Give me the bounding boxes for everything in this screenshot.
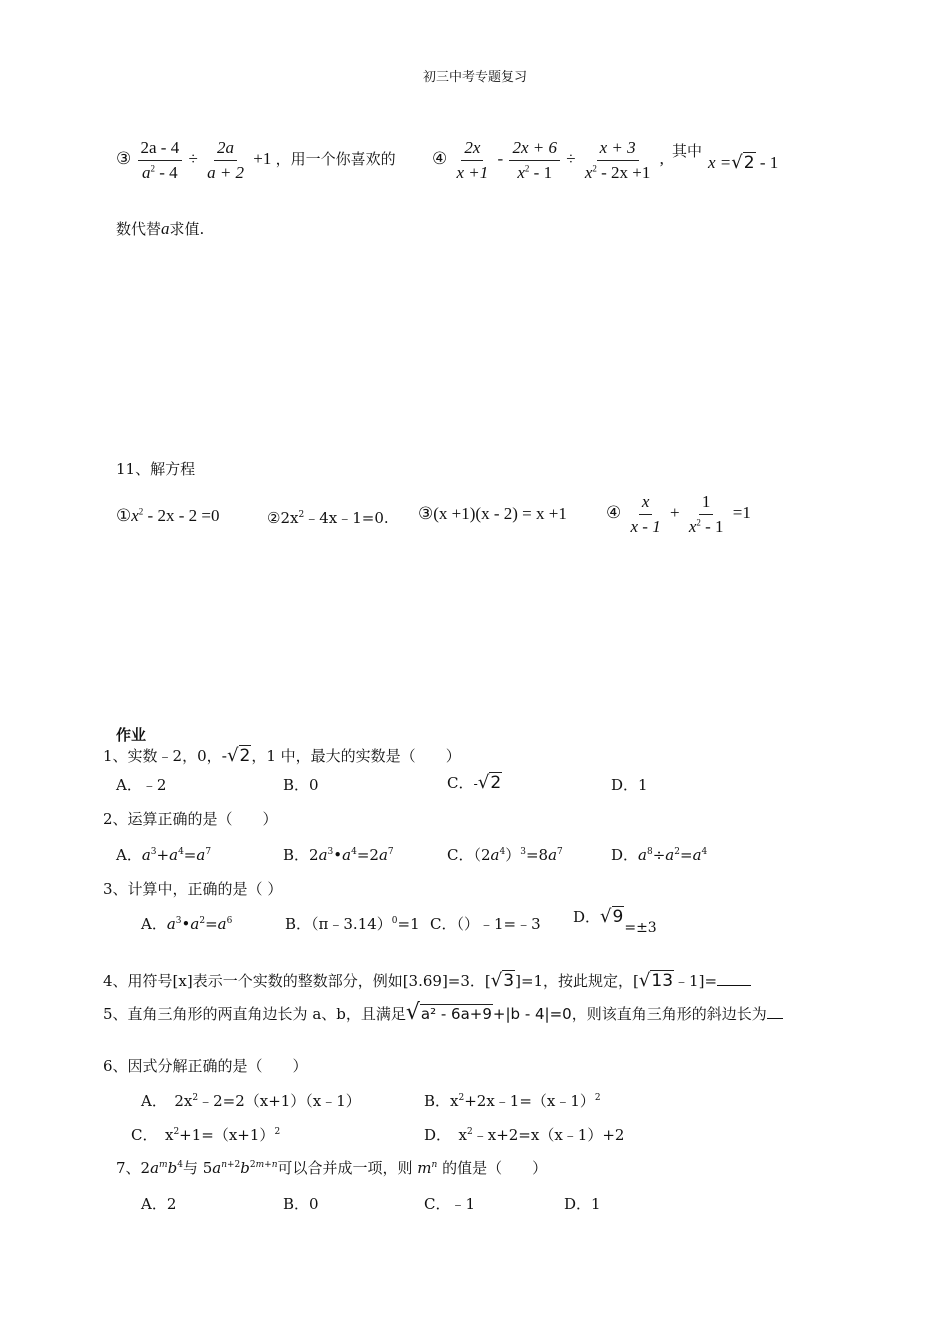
fraction-denominator: $x^2 - 2x +1$ xyxy=(584,162,651,182)
fraction-numerator: 2a xyxy=(214,138,237,161)
hw-q2-option-d: D．$a^8\div a^2=a^4$ xyxy=(611,846,708,864)
hw-q3-option-d: D．√9=±3 xyxy=(573,906,657,936)
hw-q7-option-c: C．﹣1 xyxy=(424,1195,476,1213)
homework-title: 作业 xyxy=(116,726,147,744)
q11-equation-4: ④ $\frac{x}{x - 1}$ + $\frac{1}{x^2 - 1}$ =1 xyxy=(606,492,751,536)
hw-q2-option-c: C．$(2a^4)^3=8a^7$ xyxy=(447,846,563,864)
hw-q7-option-b: B．0 xyxy=(283,1195,319,1213)
hw-q4-stem: 4、用符号[x]表示一个实数的整数部分，例如[3.69]=3．[√3]=1，按此规定，[√13﹣1]= xyxy=(103,970,751,991)
q11-eq4-fraction-2: $\frac{1}{x^2 - 1}$ xyxy=(688,492,724,536)
hw-q1-option-d: D．1 xyxy=(611,776,648,794)
hw-q6-stem: 6、因式分解正确的是（ ） xyxy=(103,1057,308,1075)
minus-sign: - xyxy=(497,148,504,168)
plus-one: +1 xyxy=(253,148,272,168)
fraction-numerator: 2a - 4 xyxy=(138,138,183,161)
fraction-denominator: x +1 xyxy=(456,162,489,182)
q10-part3-fraction-1 xyxy=(138,138,183,182)
division-sign: ÷ xyxy=(566,148,576,168)
q10-part4-fraction-1 xyxy=(454,138,492,182)
answer-blank xyxy=(767,1018,783,1019)
q10-part4-fraction-2 xyxy=(509,138,560,182)
hw-q1-stem: 1、实数﹣2，0，-√2，1 中，最大的实数是（ ） xyxy=(103,745,461,766)
hw-q2-option-a: A．$a^3+a^4=a^7$ xyxy=(116,846,212,864)
fraction-numerator: x + 3 xyxy=(597,138,639,161)
fraction-denominator: $x^2 - 1$ xyxy=(517,162,553,182)
q10-part4-expression xyxy=(432,138,664,182)
page-header: 初三中考专题复习 xyxy=(422,70,527,85)
fraction-numerator: 2x + 6 xyxy=(509,138,560,161)
answer-blank xyxy=(717,985,751,986)
hw-q7-option-a: A．2 xyxy=(141,1195,177,1213)
hw-q6-option-d: D． $x^2﹣x+2=x(x﹣1)+2$ xyxy=(424,1126,625,1144)
q10-part3-instruction: ，用一个你喜欢的 xyxy=(275,151,396,168)
q10-part3-mark: ③ xyxy=(116,148,132,168)
q10-part3-instruction-2: 数代替a求值. xyxy=(116,219,205,238)
fraction-denominator: $a^2 - 4$ xyxy=(142,162,178,182)
q11-eq4-fraction-1: $\frac{x}{x - 1}$ xyxy=(630,492,661,536)
hw-q3-option-c: C．（）﹣1=﹣3 xyxy=(430,915,541,933)
q10-part4-where-label: 其中 xyxy=(672,142,703,160)
hw-q6-option-c: C． $x^2+1=(x+1)^2$ xyxy=(131,1126,281,1144)
hw-q6-option-b: B．$x^2+2x﹣1=(x﹣1)^2$ xyxy=(424,1092,601,1110)
hw-q2-stem: 2、运算正确的是（ ） xyxy=(103,810,278,828)
q10-part4-mark: ④ xyxy=(432,148,448,168)
hw-q3-option-b: B．（π﹣3.14）$^0$=1 xyxy=(285,915,420,933)
hw-q7-stem: 7、$2a^mb^4$与 $5a^{n+2}b^{2m+n}$可以合并成一项，则 $m^n$ 的值是（ ） xyxy=(116,1159,548,1177)
q11-equation-1: $①x^2 - 2x - 2 =0$ xyxy=(116,506,220,525)
fraction-denominator: a + 2 xyxy=(207,162,245,182)
hw-q2-option-b: B．$2a^3•a^4=2a^7$ xyxy=(283,846,394,864)
q11-title: 11、解方程 xyxy=(116,460,196,478)
fraction-numerator: 2x xyxy=(461,138,483,161)
q11-equation-2: $②2x^2﹣4x﹣1=0$. xyxy=(267,509,389,527)
q10-part3-expression xyxy=(116,138,396,182)
q10-part4-fraction-3 xyxy=(582,138,654,182)
comma: , xyxy=(659,148,664,168)
hw-q3-stem: 3、计算中，正确的是（ ） xyxy=(103,880,283,898)
q10-part3-fraction-2 xyxy=(204,138,247,182)
hw-q1-option-c: C．-√2 xyxy=(447,772,502,793)
division-sign: ÷ xyxy=(188,148,198,168)
hw-q1-option-a: A．﹣2 xyxy=(116,776,167,794)
q11-equation-3: ③(x +1)(x - 2) = x +1 xyxy=(418,504,567,523)
hw-q1-option-b: B．0 xyxy=(283,776,319,794)
hw-q5-stem: 5、直角三角形的两直角边长为 a、b，且满足√a² - 6a+9+|b - 4|=0，则该直角三角形的斜边长为 xyxy=(103,1000,783,1025)
hw-q6-option-a: A． $2x^2﹣2=2(x+1)(x﹣1)$ xyxy=(141,1092,361,1110)
hw-q7-option-d: D．1 xyxy=(564,1195,601,1213)
q10-part4-condition: x =√2 - 1 xyxy=(708,152,779,173)
hw-q3-option-a: A．$a^3•a^2=a^6$ xyxy=(141,915,233,933)
